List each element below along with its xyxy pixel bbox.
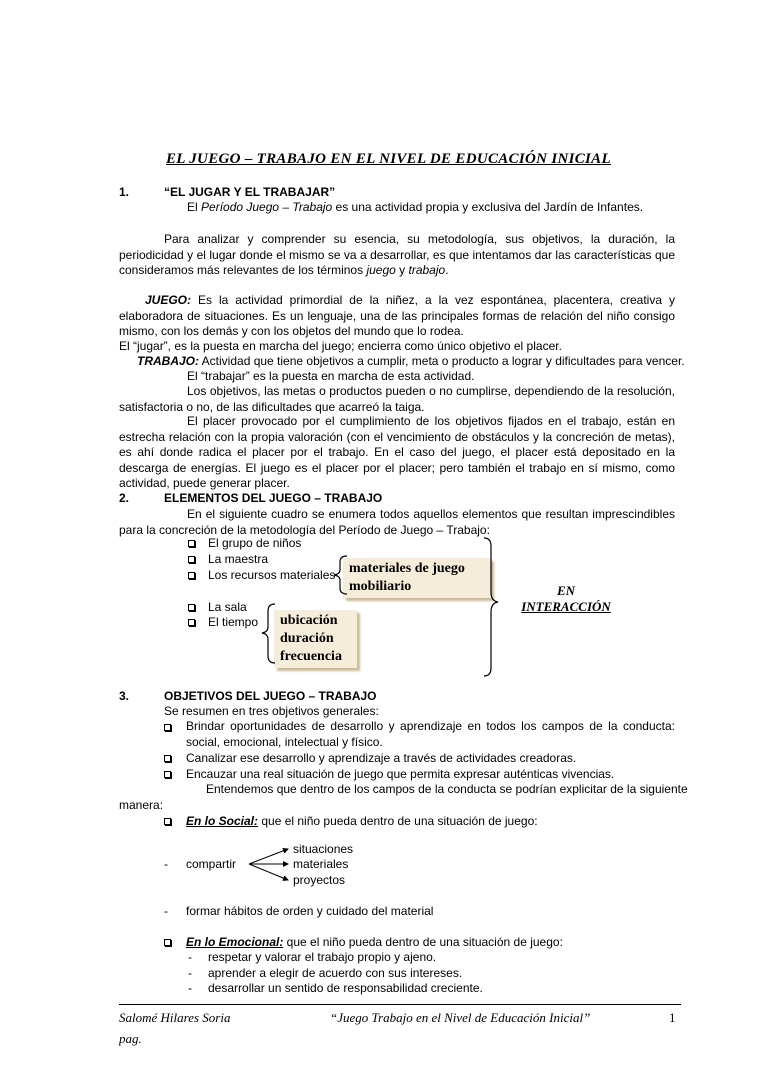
checkbox-bullet-icon xyxy=(188,604,195,611)
section-2-number: 2. xyxy=(119,491,130,505)
section-2-heading: ELEMENTOS DEL JUEGO – TRABAJO xyxy=(164,491,383,505)
social-label: En lo Social: xyxy=(186,814,259,828)
section-3-number: 3. xyxy=(119,689,130,703)
emocional-label: En lo Emocional: xyxy=(186,935,284,949)
social-text: que el niño pueda dentro de una situación de juego: xyxy=(258,814,538,828)
compartir-item: situaciones xyxy=(293,842,354,856)
compartir-item: materiales xyxy=(293,857,349,871)
section-2-intro: En el siguiente cuadro se enumera todos aquellos elementos que resultan imprescindibles para la concreción de la metodología del Período de Juego – Trabajo: xyxy=(119,507,675,537)
paragraph-placer: El placer provocado por el cumplimiento de los objetivos fijados en el trabajo, están en estrecha relación con la propia valoración (con el vencimiento de obstáculos y la concreción de metas), es ahí donde radica el placer por el trabajo. En el caso del juego, el placer está depositado en la descarga de energías. El juego es el placer por el placer; pero también el trabajo en sí mismo, como actividad, puede generar placer. xyxy=(119,414,675,490)
section-3-heading: OBJETIVOS DEL JUEGO – TRABAJO xyxy=(164,689,377,703)
p1-trabajo: trabajo xyxy=(408,263,446,277)
element-item: La sala xyxy=(208,600,247,614)
checkbox-bullet-icon xyxy=(188,619,195,626)
element-item: El grupo de niños xyxy=(208,536,302,550)
paragraph-analizar xyxy=(119,232,675,279)
element-item: La maestra xyxy=(208,552,269,566)
footer-page-number: 1 xyxy=(669,1010,676,1025)
section-1-number: 1. xyxy=(119,185,130,199)
emocional-item: desarrollar un sentido de responsabilidad creciente. xyxy=(208,981,483,995)
checkbox-bullet-icon xyxy=(188,572,195,579)
section-1-heading: “EL JUGAR Y EL TRABAJAR” xyxy=(164,185,336,199)
checkbox-bullet-icon xyxy=(188,540,195,547)
emocional-dash: - xyxy=(188,950,192,964)
element-item: El tiempo xyxy=(208,615,259,629)
trabajo-text: Actividad que tiene objetivos a cumplir, meta o producto a lograr y dificultades para vencer. xyxy=(199,354,685,368)
social-line xyxy=(186,814,538,829)
checkbox-bullet-icon xyxy=(164,724,171,731)
entendemos-line: Entendemos que dentro de los campos de la conducta se podrían explicitar de la siguiente xyxy=(206,782,688,796)
emocional-item: aprender a elegir de acuerdo con sus intereses. xyxy=(208,966,463,980)
manera-line: manera: xyxy=(119,798,164,812)
p1-juego: juego xyxy=(366,263,396,277)
juego-label: JUEGO: xyxy=(145,293,192,307)
checkbox-bullet-icon xyxy=(164,771,171,778)
trabajo-line xyxy=(137,354,685,369)
footer-rule xyxy=(119,1004,681,1005)
emocional-dash: - xyxy=(188,981,192,995)
box-line: materiales de juego xyxy=(349,561,465,576)
checkbox-bullet-icon xyxy=(164,818,171,825)
habitos-line: formar hábitos de orden y cuidado del material xyxy=(186,904,434,918)
emocional-text: que el niño pueda dentro de una situación de juego: xyxy=(283,935,563,949)
p1-text: Para analizar y comprender su esencia, su metodología, sus objetivos, la duración, la periodicidad y el lugar donde el mismo se va a desarrollar, es que intentamos dar las características que consideramos más relevantes de los términos xyxy=(119,232,675,277)
habitos-dash: - xyxy=(164,904,168,918)
compartir-item: proyectos xyxy=(293,873,346,887)
footer-pag: pag. xyxy=(119,1031,142,1046)
trabajar-line: El “trabajar” es la puesta en marcha de esta actividad. xyxy=(187,369,475,383)
objective-item: Canalizar ese desarrollo y aprendizaje a través de actividades creadoras. xyxy=(186,751,577,765)
juego-text: Es la actividad primordial de la niñez, a la vez espontánea, placentera, creativa y elaboradora de situaciones. Es un lenguaje, una de las principales formas de relación del niño consigo mismo, con los demás y con los objetos del mundo que lo rodea. xyxy=(119,293,675,338)
footer-author: Salomé Hilares Soria xyxy=(119,1010,231,1025)
box-line: duración xyxy=(280,631,334,646)
materiales-box xyxy=(343,558,491,598)
trabajo-label: TRABAJO: xyxy=(137,354,199,368)
box-line: ubicación xyxy=(280,613,338,628)
tiempo-box xyxy=(274,610,357,668)
box-line: frecuencia xyxy=(280,649,342,664)
section-3-intro: Se resumen en tres objetivos generales: xyxy=(164,704,379,718)
intro-text-c: es una actividad propia y exclusiva del Jardín de Infantes. xyxy=(332,200,644,214)
interaccion-word: INTERACCIÓN xyxy=(521,599,611,614)
compartir-word: compartir xyxy=(186,857,237,871)
compartir-dash: - xyxy=(164,857,168,871)
paragraph-juego xyxy=(119,293,675,340)
emocional-dash: - xyxy=(188,966,192,980)
section-1-intro xyxy=(187,200,643,215)
footer-doc-title: “Juego Trabajo en el Nivel de Educación Inicial” xyxy=(330,1010,591,1025)
checkbox-bullet-icon xyxy=(164,755,171,762)
element-item: Los recursos materiales xyxy=(208,568,336,582)
document-title: EL JUEGO – TRABAJO EN EL NIVEL DE EDUCACIÓN INICIAL xyxy=(166,151,611,167)
p1-end: . xyxy=(445,263,449,277)
intro-text-a: El xyxy=(187,200,202,214)
en-interaccion-label xyxy=(510,583,622,615)
checkbox-bullet-icon xyxy=(188,556,195,563)
paragraph-objetivos: Los objetivos, las metas o productos pueden o no cumplirse, dependiendo de la resolución, satisfactoria o no, de las dificultades que acarreó la taiga. xyxy=(119,384,675,414)
emocional-line xyxy=(186,935,563,950)
box-line: mobiliario xyxy=(349,579,412,594)
jugar-line: El “jugar”, es la puesta en marcha del juego; encierra como único objetivo el placer. xyxy=(119,339,562,353)
emocional-item: respetar y valorar el trabajo propio y ajeno. xyxy=(208,950,437,964)
en-word: EN xyxy=(556,583,576,598)
intro-text-term: Período Juego – Trabajo xyxy=(201,200,333,214)
objective-item: Encauzar una real situación de juego que permita expresar auténticas vivencias. xyxy=(186,767,615,781)
checkbox-bullet-icon xyxy=(164,939,171,946)
objective-item: Brindar oportunidades de desarrollo y aprendizaje en todos los campos de la conducta: social, emocional, intelectual y físico. xyxy=(186,719,675,749)
p1-y: y xyxy=(395,263,409,277)
